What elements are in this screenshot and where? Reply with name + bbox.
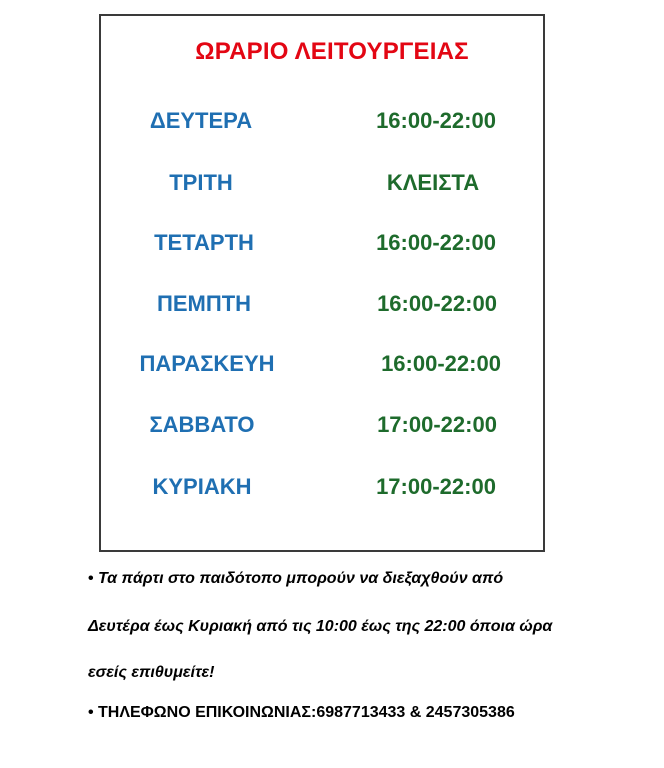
- hours-value: 16:00-22:00: [381, 351, 501, 376]
- day-label: ΠΑΡΑΣΚΕΥΗ: [139, 351, 275, 376]
- party-note-line-1: [88, 570, 503, 588]
- opening-hours-title: ΩΡΑΡΙΟ ΛΕΙΤΟΥΡΓΕΙΑΣ: [195, 38, 469, 65]
- day-label: ΠΕΜΠΤΗ: [156, 291, 252, 316]
- day-label: ΤΡΙΤΗ: [169, 170, 233, 195]
- hours-value: 16:00-22:00: [376, 230, 496, 255]
- schedule-row-wednesday: [101, 230, 543, 260]
- schedule-row-friday: [101, 351, 543, 381]
- hours-value: 16:00-22:00: [377, 291, 497, 316]
- schedule-row-tuesday: [101, 170, 543, 200]
- bullet-icon: •: [88, 570, 94, 587]
- schedule-row-monday: [101, 108, 543, 138]
- hours-value: ΚΛΕΙΣΤΑ: [386, 170, 480, 195]
- hours-value: 17:00-22:00: [376, 474, 496, 499]
- hours-value: 16:00-22:00: [376, 108, 496, 133]
- bullet-icon: •: [88, 704, 94, 721]
- party-note-line-2: Δευτέρα έως Κυριακή από τις 10:00 έως της 22:00 όποια ώρα: [88, 618, 553, 635]
- day-label: ΔΕΥΤΕΡΑ: [149, 108, 253, 133]
- day-label: ΚΥΡΙΑΚΗ: [152, 474, 252, 499]
- contact-phone-text: ΤΗΛΕΦΩΝΟ ΕΠΙΚΟΙΝΩΝΙΑΣ:6987713433 & 2457305386: [98, 704, 515, 721]
- opening-hours-box: [99, 14, 545, 552]
- hours-value: 17:00-22:00: [377, 412, 497, 437]
- day-label: ΤΕΤΑΡΤΗ: [154, 230, 254, 255]
- schedule-row-sunday: [101, 474, 543, 504]
- party-note-line-3: εσείς επιθυμείτε!: [88, 664, 215, 681]
- party-note-text: Τα πάρτι στο παιδότοπο μπορούν να διεξαχθούν από: [98, 570, 504, 587]
- day-label: ΣΑΒΒΑΤΟ: [149, 412, 255, 437]
- schedule-row-thursday: [101, 291, 543, 321]
- phone-note-line: [88, 704, 515, 722]
- schedule-row-saturday: [101, 412, 543, 442]
